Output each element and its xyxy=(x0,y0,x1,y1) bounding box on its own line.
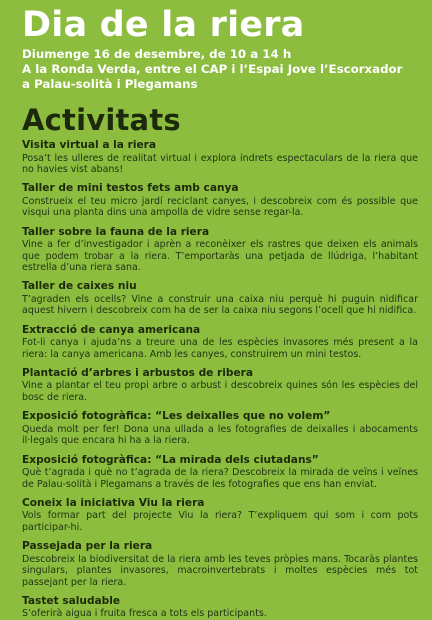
activity-description: Fot-li canya i ajuda’ns a treure una de les espècies invasores més present a la riera: la canya americana. Amb les canyes, construirem un mini testos. xyxy=(22,337,418,360)
event-info xyxy=(22,47,418,92)
activity-title: Visita virtual a la riera xyxy=(22,139,157,151)
activity-description: Vine a fer d’investigador i aprèn a reconèixer els rastres que deixen els animals que podem trobar a la riera. T’emportaràs una petjada de llúdriga, l’habitant estrella d’una riera sana. xyxy=(22,239,418,273)
activities-list xyxy=(22,139,418,620)
activity-item xyxy=(22,595,418,620)
activity-item xyxy=(22,139,418,175)
activity-item xyxy=(22,497,418,533)
activity-description: Construeix el teu micro jardí reciclant canyes, i descobreix com és possible que visqui una planta dins una ampolla de vidre sense regar-la. xyxy=(22,195,418,219)
activity-description: Vine a plantar el teu propi arbre o arbust i descobreix quines són les espècies del bosc de riera. xyxy=(22,380,418,403)
activity-title: Passejada per la riera xyxy=(22,540,153,553)
activity-description: Posa’t les ulleres de realitat virtual i explora indrets espectaculars de la riera que no havies vist abans! xyxy=(22,152,418,175)
activity-title: Coneix la iniciativa Viu la riera xyxy=(22,496,205,509)
activity-title: Exposició fotogràfica: “La mirada dels ciutadans” xyxy=(22,453,319,466)
activity-description: Vols formar part del projecte Viu la riera? T’expliquem qui som i com pots participar-hi. xyxy=(22,510,418,533)
activity-item xyxy=(22,367,418,403)
activity-item xyxy=(22,226,418,274)
activities-heading: Activitats xyxy=(22,103,181,137)
activity-description: Què t’agrada i què no t’agrada de la riera? Descobreix la mirada de veïns i veïnes de Palau-solità i Plegamans a través de les fotografies que ens han enviat. xyxy=(22,467,418,490)
event-date: Diumenge 16 de desembre, de 10 a 14 h xyxy=(22,47,292,61)
activity-title: Tastet saludable xyxy=(22,594,121,607)
activity-title: Extracció de canya americana xyxy=(22,323,201,336)
activity-description: T’agraden els ocells? Vine a construir una caixa niu perquè hi puguin nidificar aquest hivern i descobreix com ha de ser la caixa niu segons l’ocell que hi nidifica. xyxy=(22,293,418,317)
activity-title: Taller de mini testos fets amb canya xyxy=(22,182,239,195)
activity-item xyxy=(22,454,418,490)
activity-title: Exposició fotogràfica: “Les deixalles que no volem” xyxy=(22,410,331,423)
activity-title: Taller de caixes niu xyxy=(22,280,137,293)
event-location-line-1: A la Ronda Verda, entre el CAP i l’Espai Jove l’Escorxador xyxy=(22,62,403,76)
activity-item xyxy=(22,324,418,360)
activity-item xyxy=(22,410,418,446)
activity-item xyxy=(22,280,418,316)
activity-title: Taller sobre la fauna de la riera xyxy=(22,225,210,238)
event-location-line-2: a Palau-solità i Plegamans xyxy=(22,77,198,91)
activity-description: S’oferirà aigua i fruita fresca a tots els participants. xyxy=(22,608,267,620)
activity-description: Descobreix la biodiversitat de la riera amb les teves pròpies mans. Tocaràs plantes singulars, plantes invasores, macroinvertebrats i moltes espècies més tot passejant per la riera. xyxy=(22,553,418,588)
poster-title: Dia de la riera xyxy=(22,5,305,45)
activity-item xyxy=(22,182,418,218)
activity-title: Plantació d’arbres i arbustos de ribera xyxy=(22,366,254,379)
activity-item xyxy=(22,540,418,588)
activity-description: Queda molt per fer! Dona una ullada a les fotografies de deixalles i abocaments il·legals que encara hi ha a la riera. xyxy=(22,423,418,447)
